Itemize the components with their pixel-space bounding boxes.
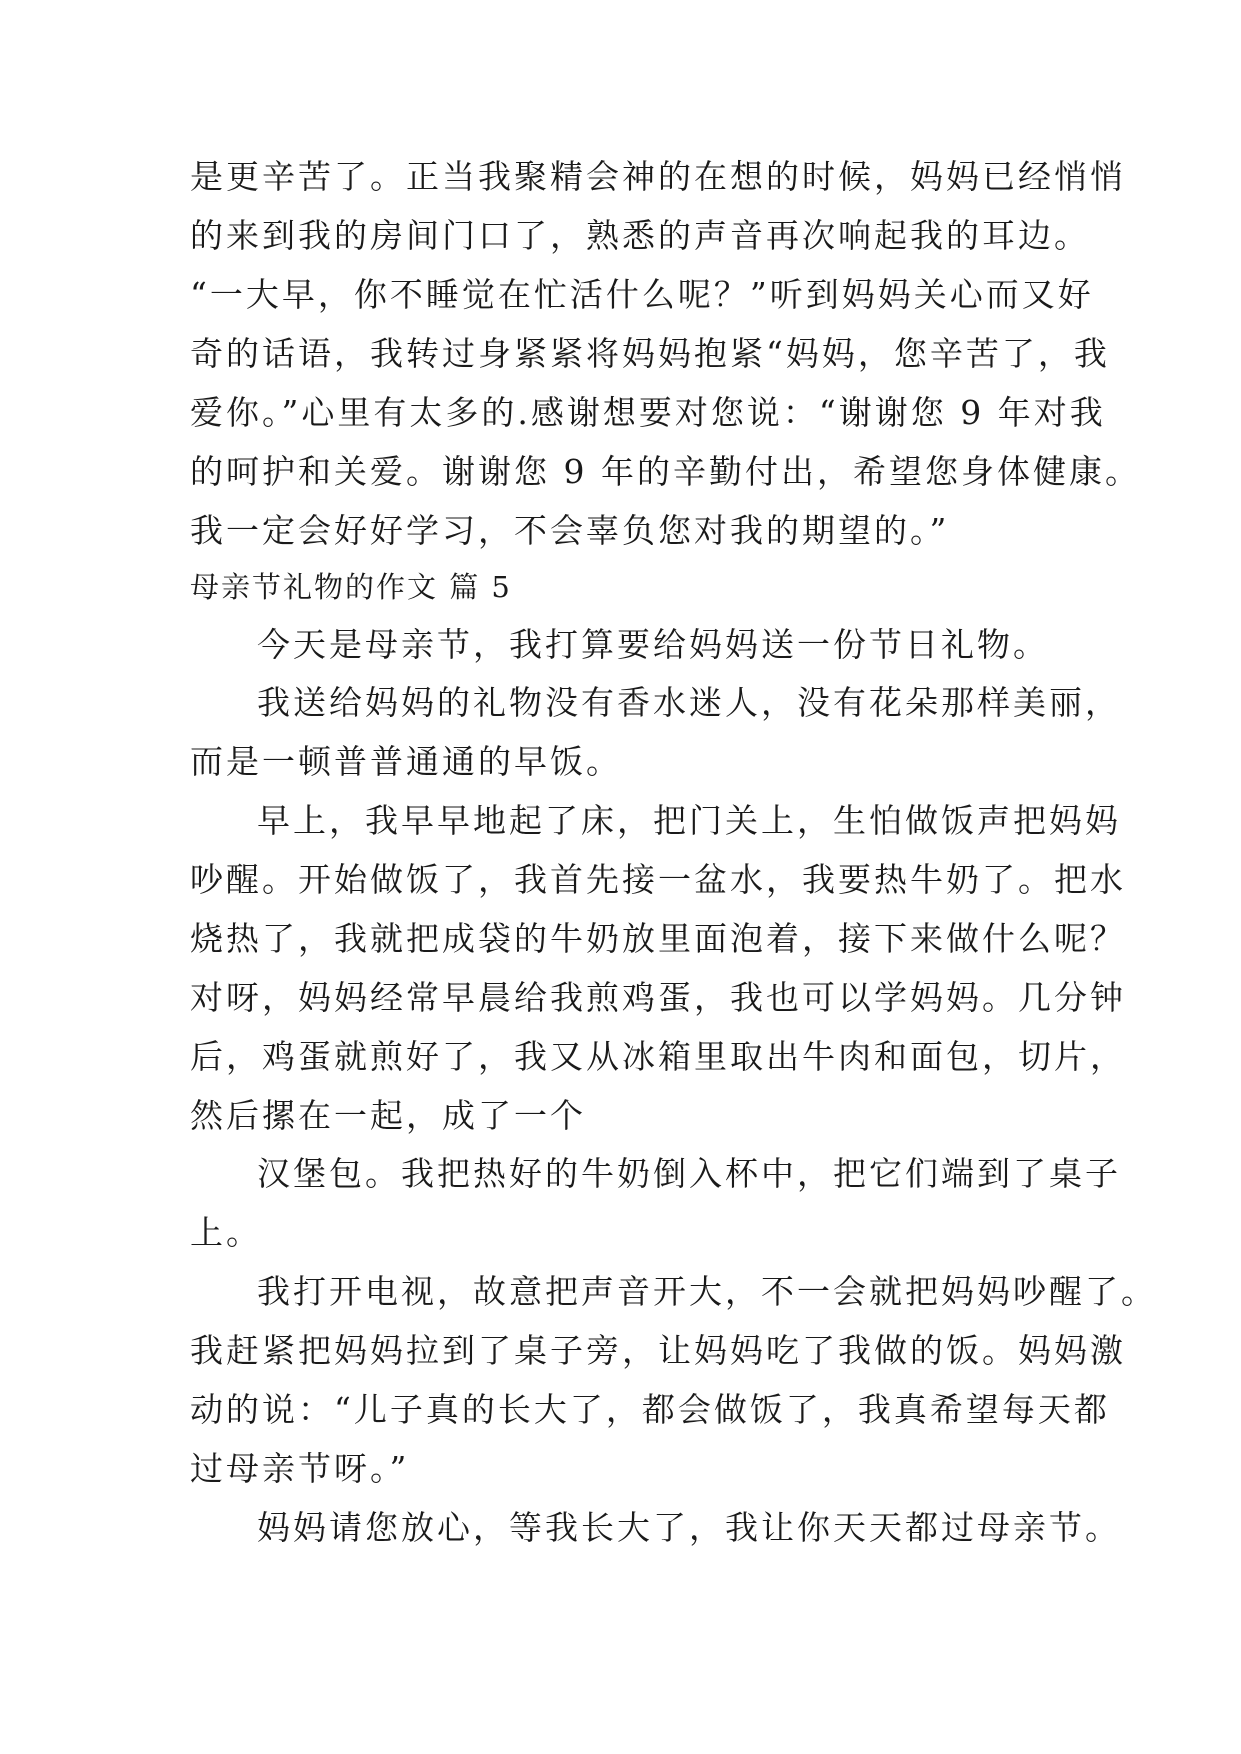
text-line: “一大早，你不睡觉在忙活什么呢？”听到妈妈关心而又好 [190, 275, 1094, 314]
text-line: 我赶紧把妈妈拉到了桌子旁，让妈妈吃了我做的饭。妈妈激 [190, 1331, 1126, 1370]
text-line: 后，鸡蛋就煎好了，我又从冰箱里取出牛肉和面包，切片， [190, 1037, 1126, 1076]
text-line: 烧热了，我就把成袋的牛奶放里面泡着，接下来做什么呢？ [190, 919, 1126, 958]
text-line: 汉堡包。我把热好的牛奶倒入杯中，把它们端到了桌子 [257, 1154, 1121, 1193]
text-line: 然后摞在一起，成了一个 [190, 1096, 586, 1135]
text-line: 我打开电视，故意把声音开大，不一会就把妈妈吵醒了。 [257, 1272, 1157, 1311]
text-line: 奇的话语，我转过身紧紧将妈妈抱紧“妈妈，您辛苦了，我 [190, 334, 1110, 373]
text-line: 对呀，妈妈经常早晨给我煎鸡蛋，我也可以学妈妈。几分钟 [190, 978, 1126, 1017]
text-line: 爱你。”心里有太多的.感谢想要对您说：“谢谢您 9 年对我 [190, 393, 1106, 432]
text-line: 早上，我早早地起了床，把门关上，生怕做饭声把妈妈 [257, 801, 1121, 840]
text-line: 的来到我的房间门口了，熟悉的声音再次响起我的耳边。 [190, 216, 1090, 255]
text-line: 我一定会好好学习，不会辜负您对我的期望的。” [190, 511, 950, 550]
text-line: 我送给妈妈的礼物没有香水迷人，没有花朵那样美丽， [257, 683, 1121, 722]
text-line: 吵醒。开始做饭了，我首先接一盆水，我要热牛奶了。把水 [190, 860, 1126, 899]
text-line: 今天是母亲节，我打算要给妈妈送一份节日礼物。 [257, 625, 1049, 664]
text-line: 的呵护和关爱。谢谢您 9 年的辛勤付出，希望您身体健康。 [190, 452, 1141, 491]
text-line: 妈妈请您放心，等我长大了，我让你天天都过母亲节。 [257, 1508, 1121, 1547]
text-line: 是更辛苦了。正当我聚精会神的在想的时候，妈妈已经悄悄 [190, 157, 1126, 196]
section-heading: 母亲节礼物的作文 篇 5 [190, 570, 512, 604]
text-line: 动的说：“儿子真的长大了，都会做饭了，我真希望每天都 [190, 1390, 1110, 1429]
text-line: 上。 [190, 1213, 262, 1252]
text-line: 过母亲节呀。” [190, 1449, 410, 1488]
text-line: 而是一顿普普通通的早饭。 [190, 742, 622, 781]
